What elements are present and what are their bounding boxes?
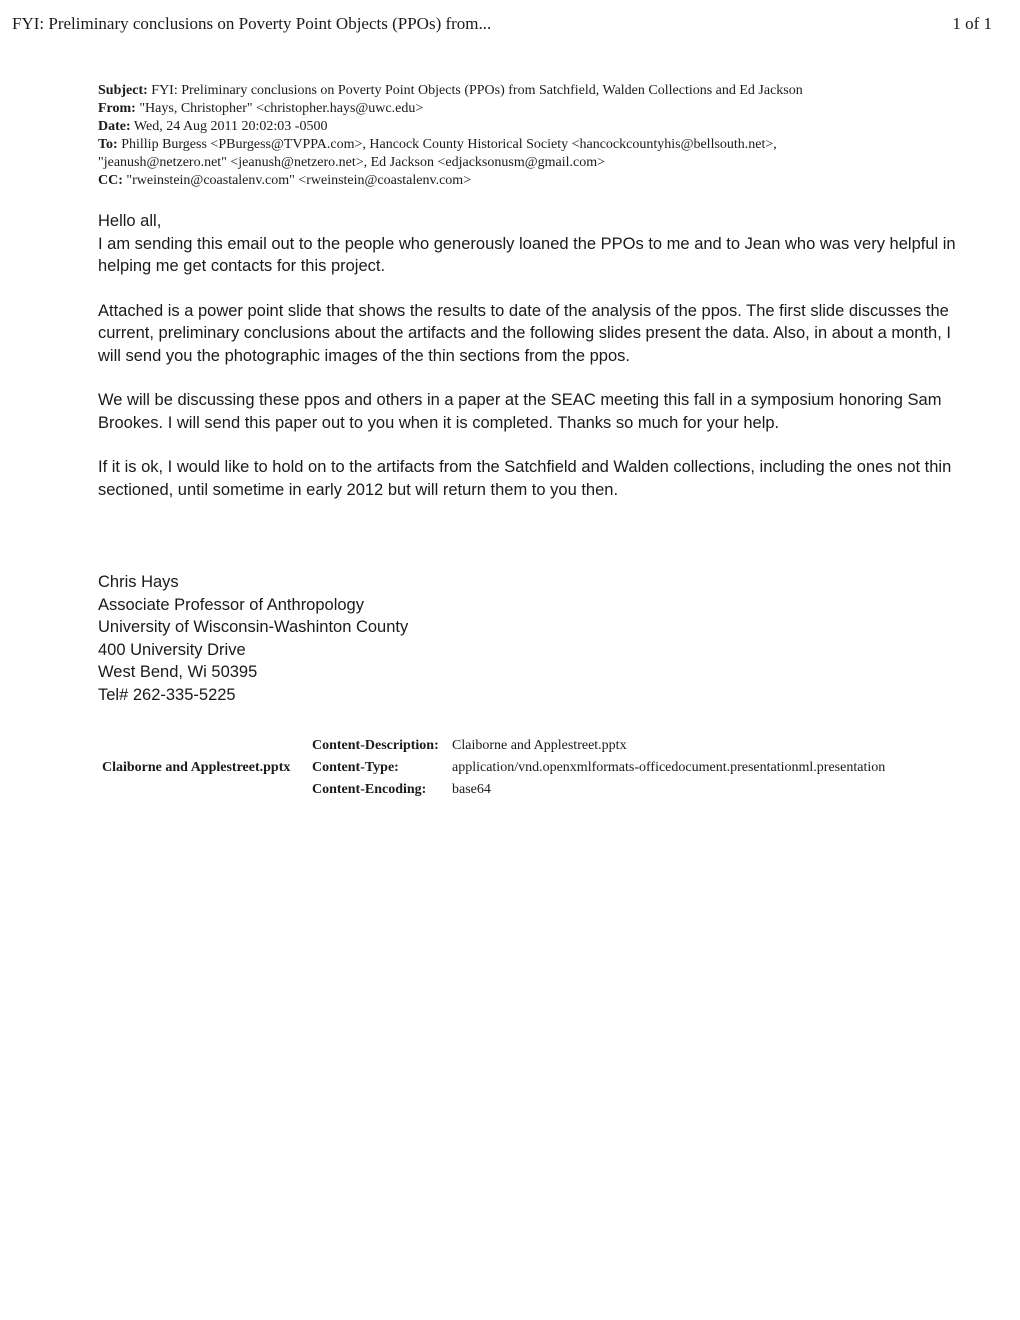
date-row — [98, 118, 978, 136]
content-type-label: Content-Type: — [312, 760, 399, 775]
subject-row — [98, 82, 978, 100]
signature-name: Chris Hays — [98, 573, 179, 591]
to-label: To: — [98, 137, 118, 152]
body-paragraph-4: If it is ok, I would like to hold on to the artifacts from the Satchfield and Walden collections, including the ones not thin sectioned, until sometime in early 2012 but will return them to you then. — [98, 458, 952, 499]
from-row — [98, 100, 978, 118]
subject-label: Subject: — [98, 83, 148, 98]
email-body — [98, 210, 978, 501]
date-label: Date: — [98, 119, 131, 134]
print-header — [12, 14, 992, 38]
content-encoding-label: Content-Encoding: — [312, 782, 427, 797]
body-paragraph-2: Attached is a power point slide that shows the results to date of the analysis of the ppos. The first slide discusses the current, preliminary conclusions about the artifacts and the following slides present the data. Also, in about a month, I will send you the photographic images of the thin sections from the ppos. — [98, 301, 951, 365]
from-value: "Hays, Christopher" <christopher.hays@uwc.edu> — [139, 101, 424, 116]
greeting: Hello all, — [98, 212, 162, 230]
cc-label: CC: — [98, 173, 123, 188]
cc-value: "rweinstein@coastalenv.com" <rweinstein@coastalenv.com> — [126, 173, 472, 188]
to-row-continued — [98, 154, 978, 172]
signature-address-line1: 400 University Drive — [98, 640, 246, 659]
to-value-line2: "jeanush@netzero.net" <jeanush@netzero.net>, Ed Jackson <edjacksonusm@gmail.com> — [98, 155, 605, 170]
content-description-label: Content-Description: — [312, 738, 439, 753]
signature-address-line2: West Bend, Wi 50395 — [98, 663, 258, 681]
to-row — [98, 136, 978, 154]
date-value: Wed, 24 Aug 2011 20:02:03 -0500 — [133, 119, 328, 134]
attachment-filename[interactable]: Claiborne and Applestreet.pptx — [102, 760, 291, 775]
content-description-value: Claiborne and Applestreet.pptx — [452, 738, 627, 753]
signature-institution: University of Wisconsin-Washinton County — [98, 618, 409, 636]
body-paragraph-1: I am sending this email out to the people who generously loaned the PPOs to me and to Jean who was very helpful in helping me get contacts for this project. — [98, 234, 956, 275]
from-label: From: — [98, 101, 136, 116]
content-encoding-value: base64 — [452, 782, 491, 797]
content-encoding-row — [312, 779, 491, 801]
content-description-row — [312, 735, 627, 757]
signature-phone: Tel# 262-335-5225 — [98, 685, 236, 704]
signature-title: Associate Professor of Anthropology — [98, 595, 364, 614]
to-value-line1: Phillip Burgess <PBurgess@TVPPA.com>, Hancock County Historical Society <hancockcountyhis@bellsouth.net>, — [121, 137, 777, 152]
page-number: 1 of 1 — [952, 14, 992, 33]
signature-block — [98, 571, 698, 706]
content-type-row — [312, 757, 885, 779]
document-title: FYI: Preliminary conclusions on Poverty Point Objects (PPOs) from... — [12, 14, 492, 33]
cc-row — [98, 172, 978, 190]
email-header-block — [98, 82, 978, 190]
body-paragraph-3: We will be discussing these ppos and others in a paper at the SEAC meeting this fall in a symposium honoring Sam Brookes. I will send this paper out to you when it is completed. Thanks so much for your help. — [98, 391, 942, 432]
content-type-value: application/vnd.openxmlformats-officedocument.presentationml.presentation — [452, 760, 886, 775]
subject-value: FYI: Preliminary conclusions on Poverty Point Objects (PPOs) from Satchfield, Walden Collections and Ed Jackson — [151, 83, 803, 98]
